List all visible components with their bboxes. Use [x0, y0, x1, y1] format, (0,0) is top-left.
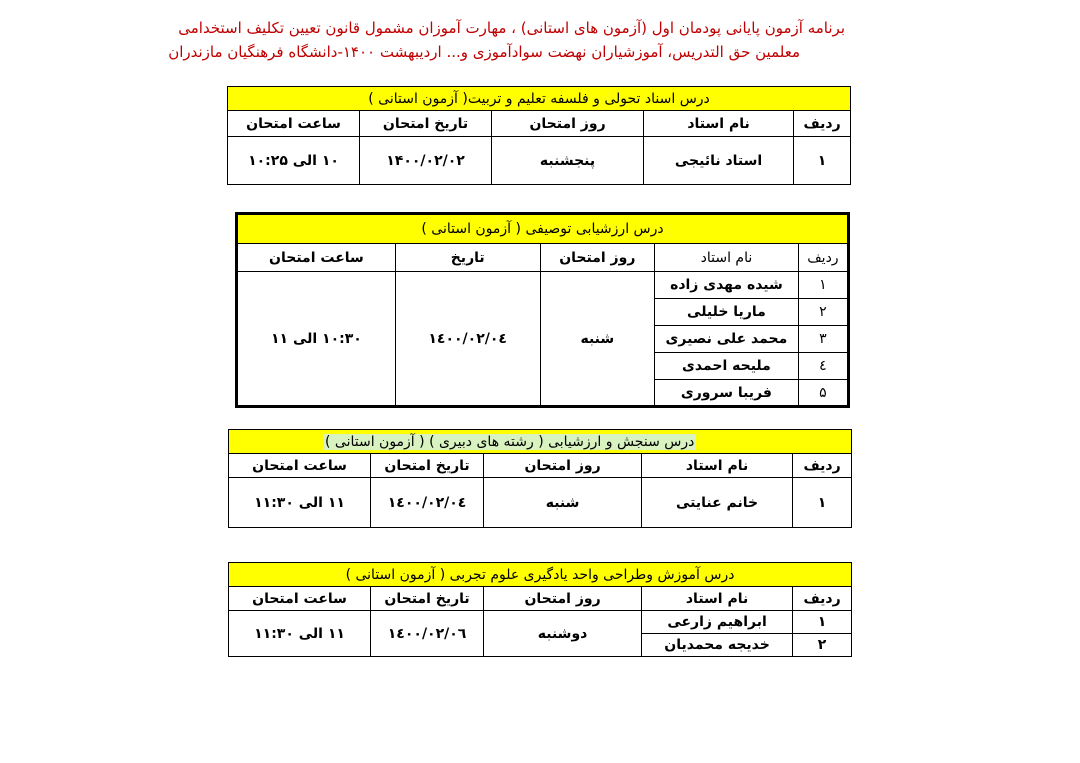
exam-date: ۱٤۰۰/۰۲/۰٤ [395, 272, 540, 407]
table-header-row [237, 244, 849, 272]
table-header-row [229, 587, 852, 611]
table-row [228, 137, 851, 185]
column-header: روز امتحان [484, 454, 642, 478]
table-row [229, 478, 852, 528]
exam-date: ۱٤۰۰/۰۲/۰٤ [371, 478, 484, 528]
teacher-name: فریبا سروری [655, 380, 799, 407]
header-line-1: برنامه آزمون پایانی پودمان اول (آزمون های استانی) ، مهارت آموزان مشمول قانون تعیین تکلیف استخدامی [178, 19, 845, 37]
table-header-row [229, 454, 852, 478]
row-number: ۲ [798, 299, 848, 326]
column-header: ردیف [798, 244, 848, 272]
table-title: درس آموزش وطراحی واحد یادگیری علوم تجربی ( آزمون استانی ) [229, 563, 852, 587]
teacher-name: خدیجه محمدیان [642, 634, 793, 657]
row-number: ۱ [793, 611, 852, 634]
table-title: درس اسناد تحولی و فلسفه تعلیم و تربیت( آزمون استانی ) [228, 87, 851, 111]
column-header: ساعت امتحان [229, 587, 371, 611]
exam-day: شنبه [484, 478, 642, 528]
teacher-name: ملیحه احمدی [655, 353, 799, 380]
exam-table-2 [235, 212, 850, 408]
column-header: نام استاد [644, 111, 794, 137]
row-number: ۱ [793, 478, 852, 528]
row-number: ۳ [798, 326, 848, 353]
table-header-row [228, 111, 851, 137]
table-title: درس ارزشیابی توصیفی ( آزمون استانی ) [237, 214, 849, 244]
column-header: ساعت امتحان [229, 454, 371, 478]
column-header: روز امتحان [484, 587, 642, 611]
exam-table-3 [228, 429, 852, 528]
table-row [229, 611, 852, 634]
column-header: تاریخ امتحان [371, 587, 484, 611]
header-line-2: معلمین حق التدریس، آموزشیاران نهضت سوادآموزی و... اردیبهشت ۱۴۰۰-دانشگاه فرهنگیان مازندران [168, 43, 800, 61]
column-header: تاریخ [395, 244, 540, 272]
exam-date: ۱۴۰۰/۰۲/۰۲ [360, 137, 492, 185]
column-header: روز امتحان [540, 244, 655, 272]
teacher-name: شیده مهدی زاده [655, 272, 799, 299]
table-row [237, 272, 849, 299]
row-number: ۲ [793, 634, 852, 657]
row-number: ۱ [794, 137, 851, 185]
exam-time: ۱۰:۳۰ الی ۱۱ [237, 272, 396, 407]
column-header: ردیف [793, 587, 852, 611]
exam-time: ۱۱ الی ۱۱:۳۰ [229, 478, 371, 528]
exam-date: ۱٤۰۰/۰۲/۰٦ [371, 611, 484, 657]
teacher-name: ماریا خلیلی [655, 299, 799, 326]
exam-day: شنبه [540, 272, 655, 407]
exam-table-4 [228, 562, 852, 657]
column-header: ساعت امتحان [237, 244, 396, 272]
teacher-name: خانم عنایتی [642, 478, 793, 528]
exam-day: پنجشنبه [492, 137, 644, 185]
column-header: نام استاد [642, 454, 793, 478]
row-number: ۱ [798, 272, 848, 299]
teacher-name: محمد علی نصیری [655, 326, 799, 353]
column-header: روز امتحان [492, 111, 644, 137]
exam-time: ۱۰ الی ۱۰:۲۵ [228, 137, 360, 185]
column-header: نام استاد [655, 244, 799, 272]
teacher-name: ابراهیم زارعی [642, 611, 793, 634]
table-title: درس سنجش و ارزشیابی ( رشته های دبیری ) ( آزمون استانی ) [325, 433, 695, 450]
exam-time: ۱۱ الی ۱۱:۳۰ [229, 611, 371, 657]
column-header: ردیف [794, 111, 851, 137]
column-header: تاریخ امتحان [371, 454, 484, 478]
teacher-name: استاد نائیجی [644, 137, 794, 185]
exam-day: دوشنبه [484, 611, 642, 657]
column-header: ساعت امتحان [228, 111, 360, 137]
column-header: ردیف [793, 454, 852, 478]
column-header: تاریخ امتحان [360, 111, 492, 137]
column-header: نام استاد [642, 587, 793, 611]
exam-table-1 [227, 86, 851, 185]
row-number: ۵ [798, 380, 848, 407]
row-number: ٤ [798, 353, 848, 380]
